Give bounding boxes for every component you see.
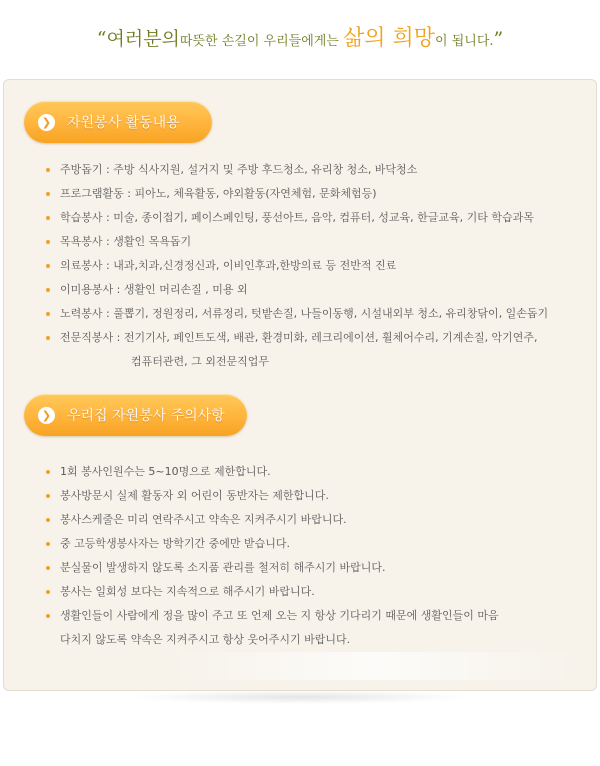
- list-item: 노력봉사 : 풀뽑기, 정원정리, 서류정리, 텃밭손질, 나들이동행, 시설내외부 청소, 유리창닦이, 일손돕기: [46, 302, 548, 326]
- list-item: 중 고등학생봉사자는 방학기간 중에만 받습니다.: [46, 532, 499, 556]
- section-header-activities: [24, 101, 212, 143]
- section-title-activities: 자원봉사 활동내용: [67, 115, 180, 131]
- list-item: 1회 봉사인원수는 5~10명으로 제한합니다.: [46, 460, 499, 484]
- list-item: 의료봉사 : 내과,치과,신경정신과, 이비인후과,한방의료 등 전반적 진료: [46, 254, 548, 278]
- section-header-precautions: [24, 394, 247, 436]
- list-item-text: 전문직봉사 : 전기기사, 페인트도색, 배관, 환경미화, 레크리에이션, 휠체어수리, 기계손질, 악기연주,: [60, 331, 538, 344]
- headline-hope: 삶의 희망: [343, 26, 436, 51]
- list-item: 목욕봉사 : 생활인 목욕돕기: [46, 230, 548, 254]
- page-headline: [0, 24, 600, 57]
- chevron-right-icon: ❯: [38, 407, 55, 424]
- list-item: 봉사방문시 실제 활동자 외 어린이 동반자는 제한합니다.: [46, 484, 499, 508]
- list-item-text: 생활인들이 사람에게 정을 많이 주고 또 언제 오는 지 항상 기다리기 때문에 생활인들이 마음: [60, 609, 499, 622]
- list-item-continuation: 다치지 않도록 약속은 지켜주시고 항상 웃어주시기 바랍니다.: [60, 633, 351, 646]
- list-item: 학습봉사 : 미술, 종이접기, 페이스페인팅, 풍선아트, 음악, 컴퓨터, 성교육, 한글교육, 기타 학습과목: [46, 206, 548, 230]
- headline-open-quote: “: [96, 28, 107, 50]
- list-item-continuation: 컴퓨터관련, 그 외전문직업무: [131, 355, 270, 368]
- panel-shadow: [130, 690, 470, 704]
- list-item: 주방돕기 : 주방 식사지원, 설거지 및 주방 후드청소, 유리창 청소, 바닥청소: [46, 158, 548, 182]
- panel-footer-highlight: [170, 652, 578, 680]
- section-title-precautions: 우리집 자원봉사 주의사항: [67, 408, 225, 424]
- activities-list: [46, 158, 548, 374]
- chevron-right-icon: ❯: [38, 114, 55, 131]
- list-item: 봉사는 일회성 보다는 지속적으로 해주시기 바랍니다.: [46, 580, 499, 604]
- headline-part3: 이 됩니다.: [435, 34, 494, 49]
- list-item-multiline: [46, 604, 499, 652]
- list-item: 분실물이 발생하지 않도록 소지품 관리를 철저히 해주시기 바랍니다.: [46, 556, 499, 580]
- list-item: 봉사스케줄은 미리 연락주시고 약속은 지켜주시기 바랍니다.: [46, 508, 499, 532]
- headline-part1: 여러분의: [106, 28, 180, 50]
- list-item: 이미용봉사 : 생활인 머리손질 , 미용 외: [46, 278, 548, 302]
- headline-close-quote: ”: [493, 28, 504, 50]
- precautions-list: [46, 460, 499, 652]
- headline-part2: 따뜻한 손길이 우리들에게는: [179, 34, 343, 49]
- list-item: 프로그램활동 : 피아노, 체육활동, 야외활동(자연체험, 문화체험등): [46, 182, 548, 206]
- list-item-multiline: [46, 326, 548, 374]
